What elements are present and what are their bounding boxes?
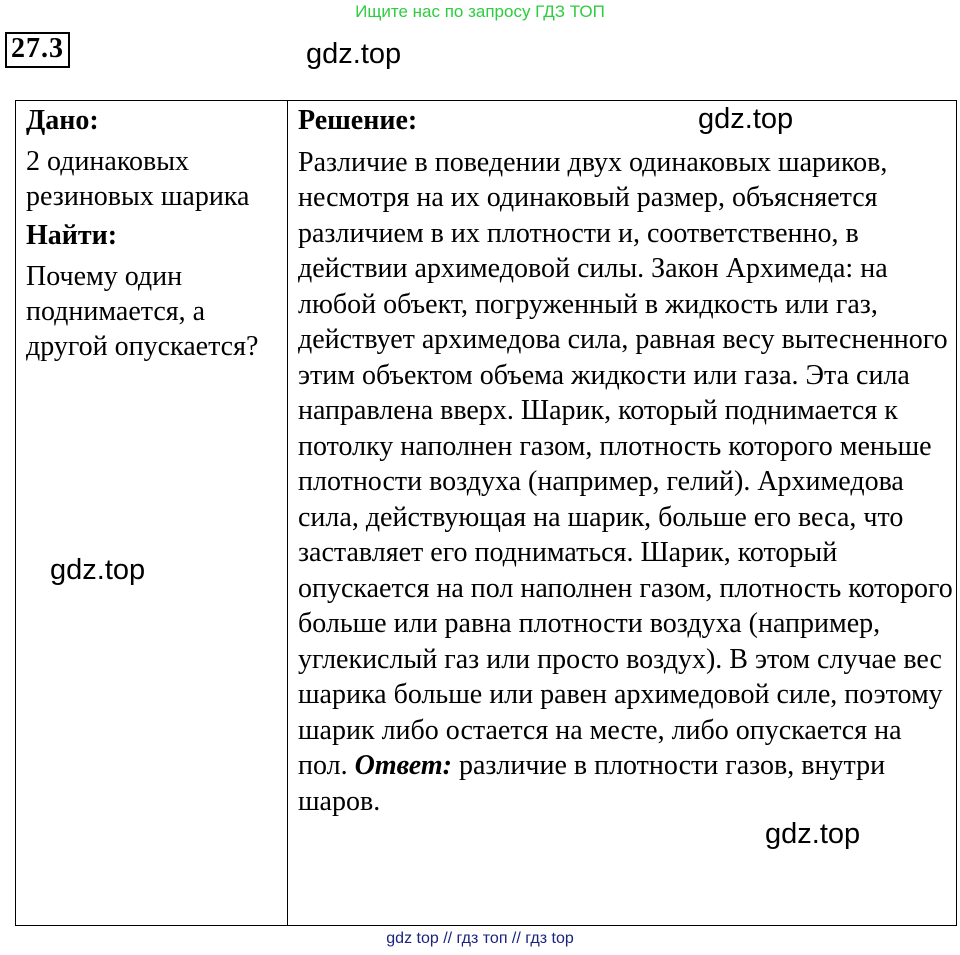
answer-label: Ответ: — [354, 750, 452, 781]
watermark: gdz.top — [698, 103, 794, 135]
given-text: 2 одинаковых резиновых шарика — [26, 146, 250, 212]
given-column — [16, 101, 288, 925]
solution-text — [298, 145, 956, 820]
watermark: gdz.top — [50, 554, 146, 586]
solution-body: Различие в поведении двух одинаковых шариков, несмотря на их одинаковый размер, объясняется различием в их плотности и, соответственно, в действии архимедовой силы. Закон Архимеда: на любой объект, погруженный в жидкость или газ, действует архимедова сила, равная весу вытесненного этим объектом объема жидкости или газа. Эта сила направлена вверх. Шарик, который поднимается к потолку наполнен газом, плотность которого меньше плотности воздуха (например, гелий). Архимедова сила, действующая на шарик, больше его веса, что заставляет его подниматься. Шарик, который опускается на пол наполнен газом, плотность которого больше или равна плотности воздуха (например, углекислый газ или просто воздух). В этом случае вес шарика больше или равен архимедовой силе, поэтому шарик либо остается на месте, либо опускается на пол. — [298, 146, 953, 781]
given-label: Дано: — [26, 105, 99, 136]
find-text: Почему один поднимается, а другой опускается? — [26, 261, 259, 362]
answer-text: различие в плотности газов, внутри шаров. — [298, 750, 886, 817]
problem-number: 27.3 — [5, 32, 70, 68]
watermark: gdz.top — [306, 38, 402, 70]
top-banner: Ищите нас по запросу ГДЗ ТОП — [355, 2, 605, 21]
solution-column — [288, 101, 956, 925]
watermark: gdz.top — [765, 818, 861, 850]
find-label: Найти: — [26, 220, 118, 251]
footer-links: gdz top // гдз топ // гдз top — [386, 930, 574, 947]
solution-label: Решение: — [298, 105, 418, 136]
task-table — [15, 100, 957, 926]
